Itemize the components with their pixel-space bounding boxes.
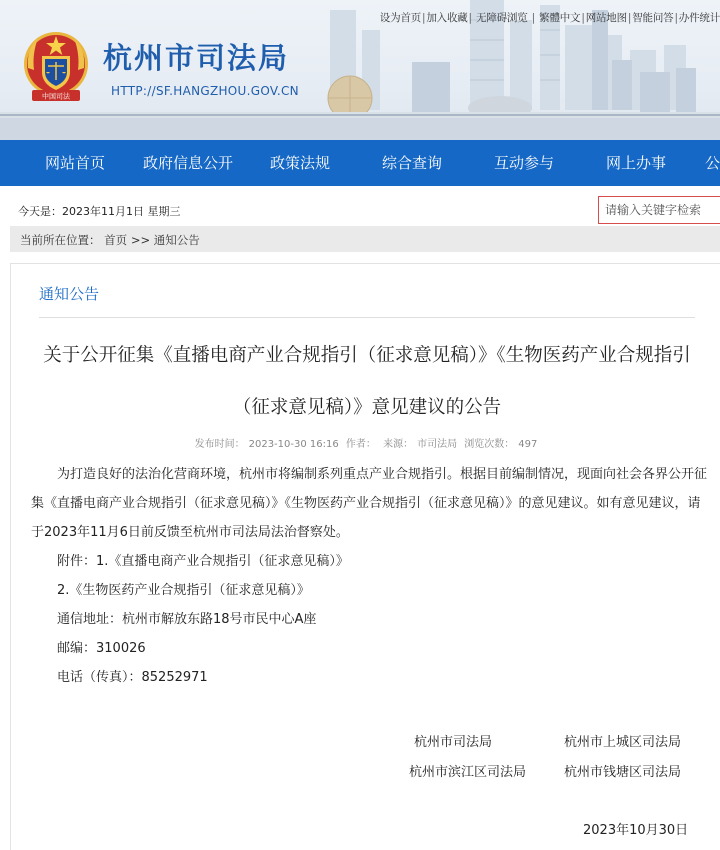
postcode: 邮编：310026 (57, 641, 146, 656)
site-url: HTTP://SF.HANGZHOU.GOV.CN (111, 84, 299, 98)
mailing-address: 通信地址：杭州市解放东路18号市民中心A座 (57, 612, 317, 627)
article-body (31, 460, 711, 692)
nav-online-service[interactable]: 网上办事 (606, 154, 667, 172)
top-link-smart-qa[interactable]: 智能问答 (632, 12, 674, 24)
article-paragraph: 为打造良好的法治化营商环境，杭州市将编制系列重点产业合规指引。根据目前编制情况，现面向社会各界公开征集《直播电商产业合规指引（征求意见稿）》《生物医药产业合规指引（征求意见稿）》的意见建议。如有意见建议，请于2023年11月6日前反馈至杭州市司法局法治督察处。 (31, 467, 708, 540)
meta-author-label: 作者： (345, 439, 376, 450)
top-links: 设为首页|加入收藏| 无障碍浏览 | 繁體中文|网站地图|智能问答|办件统计 (379, 12, 720, 24)
meta-views: 497 (518, 439, 538, 450)
signatory-hangzhou: 杭州市司法局 (414, 735, 493, 750)
article-title: 关于公开征集《直播电商产业合规指引（征求意见稿）》《生物医药产业合规指引（征求意见稿）》意见建议的公告 (43, 345, 691, 418)
nav-more[interactable]: 公 (705, 154, 720, 172)
site-title: 杭州市司法局 (103, 41, 290, 75)
attachment-1[interactable]: 附件：1.《直播电商产业合规指引（征求意见稿）》 (57, 554, 349, 569)
search-input[interactable] (598, 196, 720, 224)
article-container (10, 263, 720, 850)
breadcrumb-home-link[interactable]: 首页 (104, 233, 128, 247)
date-display: 今天是：2023年11月1日 星期三 (18, 205, 181, 218)
signatory-shangcheng: 杭州市上城区司法局 (564, 735, 682, 750)
breadcrumb-bar (10, 226, 720, 252)
section-title: 通知公告 (39, 285, 100, 303)
signatory-binjiang: 杭州市滨江区司法局 (409, 765, 527, 780)
breadcrumb-separator: >> (130, 233, 151, 247)
breadcrumb (20, 232, 200, 248)
header-banner (0, 0, 720, 140)
top-link-traditional-chinese[interactable]: 繁體中文 (539, 12, 581, 24)
nav-interaction[interactable]: 互动参与 (494, 154, 555, 172)
nav-gov-info[interactable]: 政府信息公开 (143, 154, 234, 172)
nav-home[interactable]: 网站首页 (45, 154, 106, 172)
nav-policy[interactable]: 政策法规 (270, 154, 331, 172)
breadcrumb-current-link[interactable]: 通知公告 (153, 233, 200, 247)
meta-source-label: 来源： (383, 439, 414, 450)
meta-date: 2023-10-30 16:16 (248, 439, 339, 450)
meta-views-label: 浏览次数： (464, 439, 515, 450)
breadcrumb-prefix: 当前所在位置： (20, 233, 101, 247)
signatory-qiantang: 杭州市钱塘区司法局 (564, 765, 682, 780)
phone-fax: 电话（传真）：85252971 (57, 670, 208, 685)
top-link-add-favorite[interactable]: 加入收藏 (426, 12, 468, 24)
article-meta (11, 435, 720, 450)
top-link-sitemap[interactable]: 网站地图 (585, 12, 627, 24)
nav-query[interactable]: 综合查询 (382, 154, 443, 172)
signed-date: 2023年10月30日 (583, 823, 689, 838)
meta-date-label: 发布时间： (194, 439, 245, 450)
top-link-accessibility[interactable]: 无障碍浏览 (476, 12, 528, 24)
section-divider (39, 317, 695, 318)
justice-emblem-logo (22, 28, 90, 104)
svg-text:中国司法: 中国司法 (42, 92, 70, 101)
meta-source: 市司法局 (417, 439, 458, 450)
attachment-2[interactable]: 2.《生物医药产业合规指引（征求意见稿）》 (57, 583, 310, 598)
main-nav (0, 140, 720, 186)
top-link-case-stats[interactable]: 办件统计 (678, 12, 720, 24)
top-link-set-homepage[interactable]: 设为首页 (379, 12, 421, 24)
